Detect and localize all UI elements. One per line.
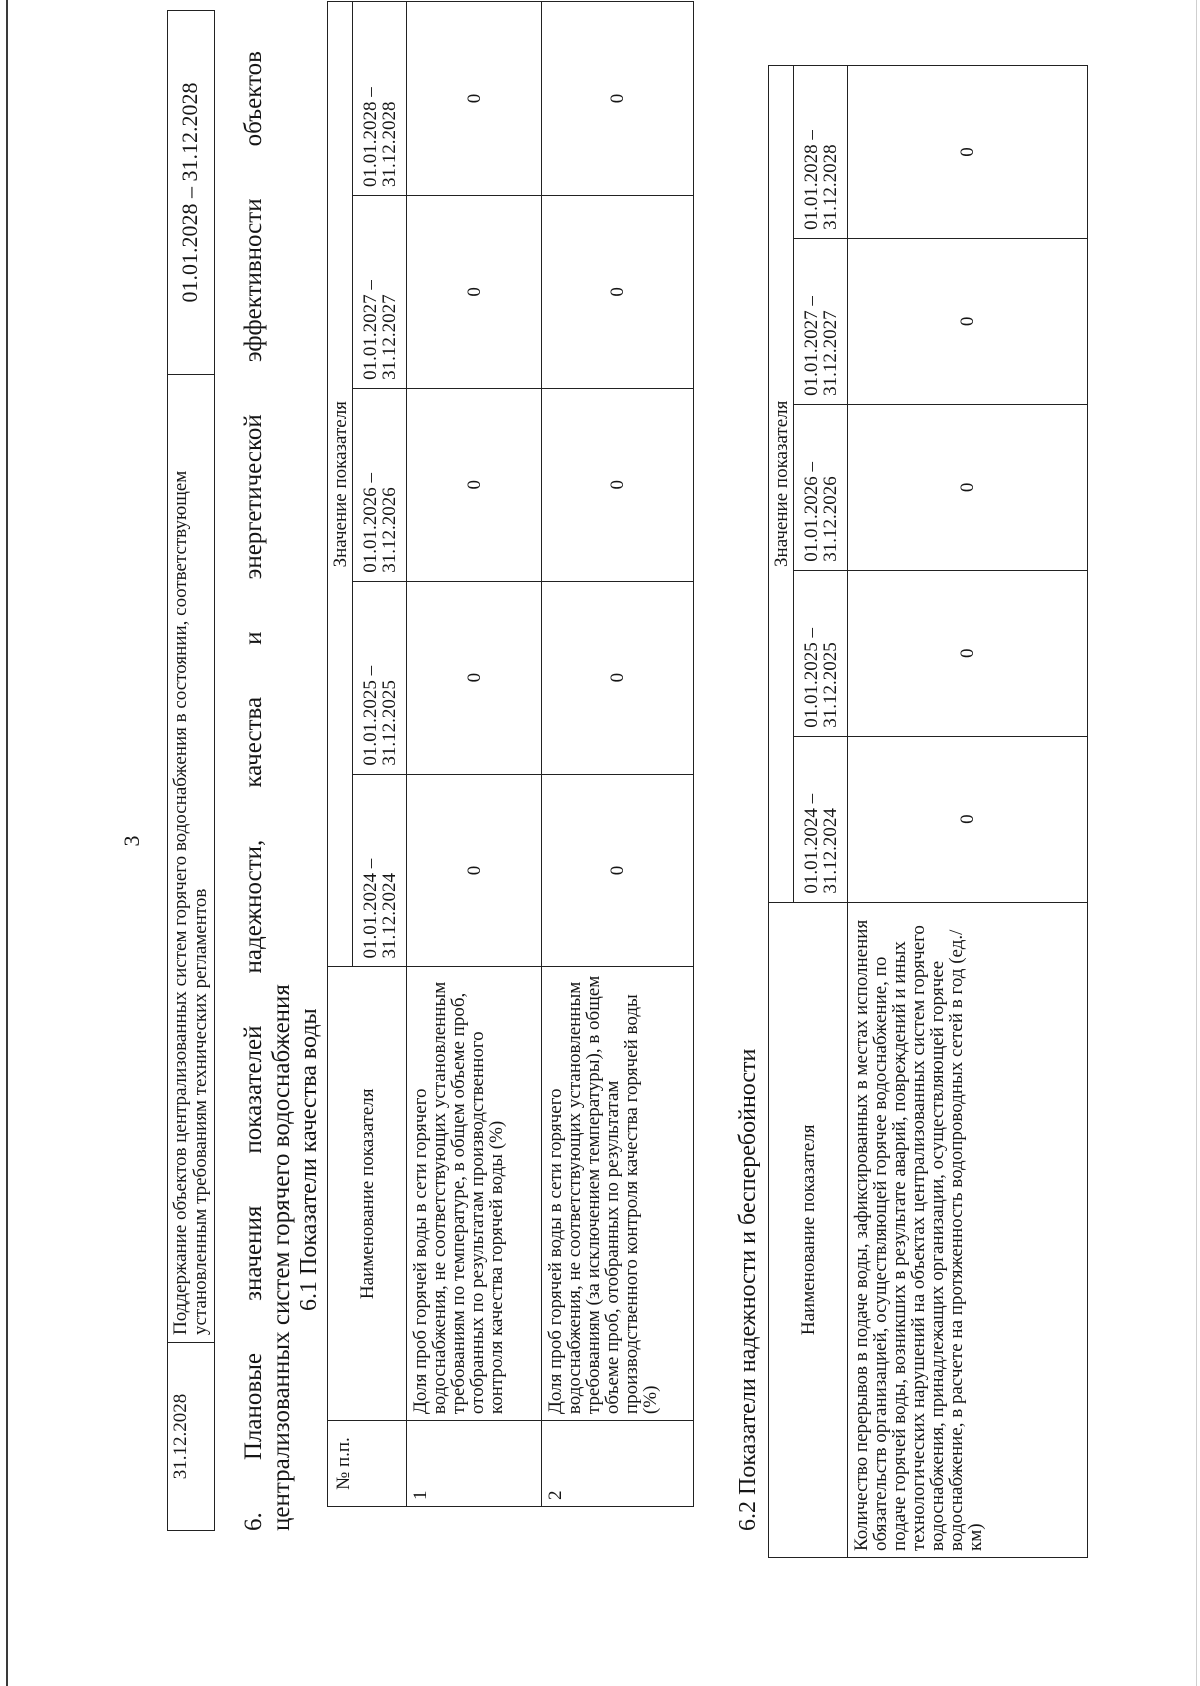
- indicator-value: 0: [542, 581, 694, 774]
- column-header: 01.01.2028 – 31.12.2028: [353, 2, 407, 196]
- indicator-value: 0: [407, 774, 542, 967]
- section-heading: централизованных систем горячего водоснабжения: [268, 984, 295, 1531]
- table-row: [168, 11, 215, 1531]
- table-row: [542, 2, 694, 1507]
- column-header: 01.01.2024 – 31.12.2024: [794, 736, 848, 902]
- column-header: 01.01.2027 – 31.12.2027: [794, 238, 848, 404]
- indicator-name: Доля проб горячей воды в сети горячего водоснабжения, не соответствующих установленным требованиям (за исключением температуры), в общем объеме проб, отобранных по результатам производственного контроля качества горячей воды (%): [542, 967, 694, 1421]
- indicator-value: 0: [407, 195, 542, 388]
- section-heading: 6. Плановые значения показателей надежности, качества и энергетической эффективности объектов: [240, 51, 267, 1531]
- indicator-value: 0: [542, 2, 694, 196]
- table-header-row: [769, 66, 794, 1558]
- page-number: 3: [119, 835, 144, 847]
- indicator-name: Доля проб горячей воды в сети горячего водоснабжения, не соответствующих установленным требованиям по температуре, в общем объеме проб, отобранных по результатам производственного контроля качества горячей воды (%): [407, 967, 542, 1421]
- indicator-value: 0: [848, 66, 1088, 239]
- subsection-title: 6.1 Показатели качества воды: [296, 1008, 322, 1311]
- row-number: 1: [407, 1421, 542, 1507]
- indicator-value: 0: [848, 570, 1088, 736]
- table-row: [848, 66, 1088, 1558]
- column-header: 01.01.2025 – 31.12.2025: [353, 581, 407, 774]
- column-header: 01.01.2027 – 31.12.2027: [353, 195, 407, 388]
- indicator-value: 0: [542, 195, 694, 388]
- table-header-row: [328, 2, 353, 1507]
- table-row: [407, 2, 542, 1507]
- indicator-name: Количество перерывов в подаче воды, зафиксированных в местах исполнения обязательств организацией, осуществляющей горячее водоснабжение, по подаче горячей воды, возникших в результате аварий, повреждений и иных технологических нарушений на объектах централизованных систем горячего водоснабжения, принадлежащих организации, осуществляющей горячее водоснабжение, в расчете на протяженность водопроводных сетей в год (ед./км): [848, 902, 1088, 1557]
- reliability-table: [768, 65, 1088, 1558]
- column-header: 01.01.2024 – 31.12.2024: [353, 774, 407, 967]
- indicator-value: 0: [407, 388, 542, 581]
- indicator-value: 0: [407, 581, 542, 774]
- indicator-value: 0: [542, 774, 694, 967]
- column-header: № п.п.: [328, 1421, 407, 1507]
- column-header: 01.01.2025 – 31.12.2025: [794, 570, 848, 736]
- subsection-title: 6.2 Показатели надежности и бесперебойности: [735, 1048, 761, 1531]
- indicator-value: 0: [848, 238, 1088, 404]
- indicator-value: 0: [407, 2, 542, 196]
- column-header: 01.01.2026 – 31.12.2026: [794, 404, 848, 570]
- column-group-header: Значение показателя: [769, 66, 794, 903]
- indicator-value: 0: [542, 388, 694, 581]
- water-quality-table: [327, 1, 694, 1507]
- column-header: 01.01.2028 – 31.12.2028: [794, 66, 848, 239]
- row-number: 2: [542, 1421, 694, 1507]
- table-cell: Поддержание объектов централизованных систем горячего водоснабжения в состоянии, соответствующем установленным требованиям технических регламентов: [168, 375, 215, 1343]
- indicator-value: 0: [848, 736, 1088, 902]
- table-cell: 01.01.2028 – 31.12.2028: [168, 11, 215, 375]
- column-header: 01.01.2026 – 31.12.2026: [353, 388, 407, 581]
- indicator-value: 0: [848, 404, 1088, 570]
- continuation-table: [167, 10, 215, 1531]
- column-group-header: Значение показателя: [328, 2, 353, 967]
- column-header: Наименование показателя: [328, 967, 407, 1421]
- column-header: Наименование показателя: [769, 902, 848, 1557]
- table-cell: 31.12.2028: [168, 1343, 215, 1531]
